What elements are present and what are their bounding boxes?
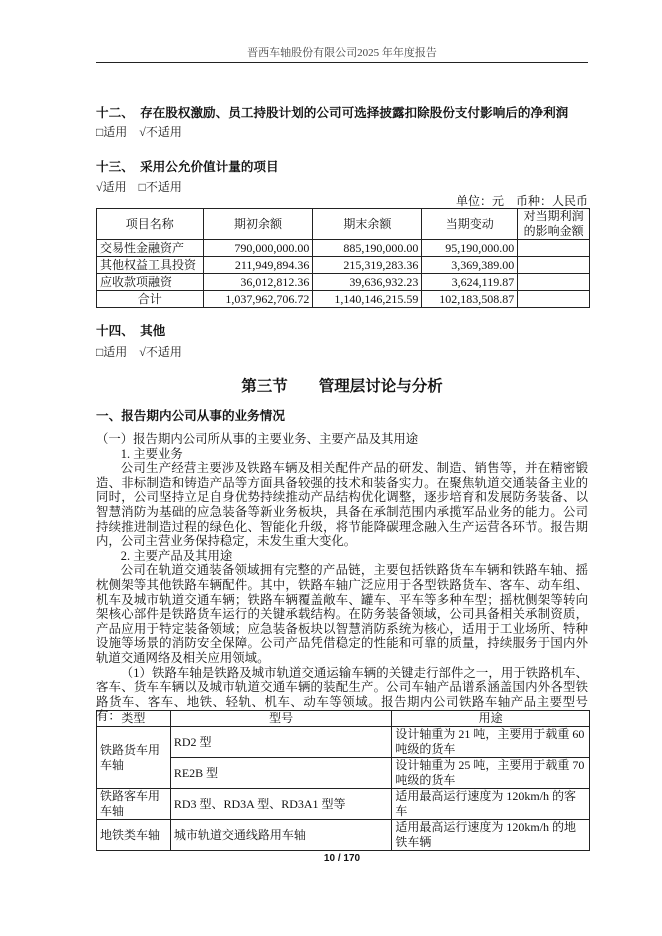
paragraph: 公司生产经营主要涉及铁路车辆及相关配件产品的研发、制造、销售等，并在精密锻造、非标制造和铸造产品等方面具备较强的技术和装备实力。在聚焦轨道交通装备主业的同时，公司坚持立足自身优势持续推动产品结构优化调整，逐步培育和发展防务装备、以智慧消防为基础的应急装备等新业务板块，具备在承制范围内承揽军品业务的能力。公司持续推进制造过程的绿色化、智能化升级，将节能降碳理念融入生产运营各环节。报告期内，公司主营业务保持稳定，未发生重大变化。: [96, 461, 588, 549]
fair-value-table: [96, 208, 590, 308]
table-row: [97, 240, 590, 257]
table-row: [97, 758, 590, 789]
section-14-options: □适用 √不适用: [96, 345, 182, 359]
section-12-heading: 十二、 存在股权激励、员工持股计划的公司可选择披露扣除股份支付影响后的净利润: [96, 106, 569, 120]
cell: 102,183,508.87: [422, 291, 518, 308]
cell: 885,190,000.00: [313, 240, 422, 257]
col-header: 期初余额: [203, 209, 313, 240]
table-row: [97, 727, 590, 758]
cell: 3,624,119.87: [422, 274, 518, 291]
section-13-options: √适用 □不适用: [96, 180, 182, 194]
cell: RD2 型: [170, 727, 392, 758]
col-header: 对当期利润的影响金额: [518, 209, 590, 240]
cell: 3,369,389.00: [422, 257, 518, 274]
body-text: [96, 432, 588, 724]
cell: 39,636,932.23: [313, 274, 422, 291]
cell: 215,319,283.36: [313, 257, 422, 274]
cell: 36,012,812.36: [203, 274, 313, 291]
cell: 适用最高运行速度为 120km/h 的客车: [392, 789, 590, 820]
cell: 地铁类车轴: [97, 820, 171, 851]
part-1-heading: 一、报告期内公司从事的业务情况: [96, 409, 285, 423]
unit-label: 单位：元 币种：人民币: [455, 194, 588, 208]
paragraph: 公司在轨道交通装备领域拥有完整的产品链，主要包括铁路货车车辆和铁路车轴、摇枕侧架等其他铁路车辆配件。其中，铁路车轴广泛应用于各型铁路货车、客车、动车组、机车及城市轨道交通车辆；铁路车辆覆盖敞车、罐车、平车等多种车型；摇枕侧架等转向架核心部件是铁路货车运行的关键承载结构。在防务装备领域，公司具备相关承制资质，产品应用于特定装备领域；应急装备板块以智慧消防系统为核心，适用于工业场所、特种设施等场景的消防安全保障。公司产品凭借稳定的性能和可靠的质量，持续服务于国内外轨道交通网络及相关应用领域。: [96, 563, 588, 665]
cell: 铁路货车用车轴: [97, 727, 171, 789]
cell: [518, 240, 590, 257]
table-row: [97, 274, 590, 291]
subheading: （一）报告期内公司所从事的主要业务、主要产品及其用途: [96, 432, 419, 446]
item-heading: 1. 主要业务: [120, 446, 183, 461]
item-heading: 2. 主要产品及其用途: [120, 548, 233, 563]
table-total-row: [97, 291, 590, 308]
col-header: 项目名称: [97, 209, 204, 240]
cell: [518, 257, 590, 274]
cell: [518, 291, 590, 308]
cell: 设计轴重为 21 吨，主要用于载重 60 吨级的货车: [392, 727, 590, 758]
cell: 211,949,894.36: [203, 257, 313, 274]
col-header: 期末余额: [313, 209, 422, 240]
cell: 适用最高运行速度为 120km/h 的地铁车辆: [392, 820, 590, 851]
cell: 合计: [97, 291, 204, 308]
chapter-title: 第三节 管理层讨论与分析: [241, 378, 443, 395]
section-14-heading: 十四、 其他: [96, 324, 166, 338]
cell: 790,000,000.00: [203, 240, 313, 257]
header-divider: [96, 62, 588, 63]
cell: 其他权益工具投资: [97, 257, 204, 274]
table-row: [97, 257, 590, 274]
cell: 铁路客车用车轴: [97, 789, 171, 820]
col-header: 用途: [392, 711, 590, 727]
cell: 1,140,146,215.59: [313, 291, 422, 308]
cell: 应收款项融资: [97, 274, 204, 291]
col-header: 类型: [97, 711, 171, 727]
running-header: 晋西车轴股份有限公司2025 年年度报告: [247, 47, 437, 59]
section-13-heading: 十三、 采用公允价值计量的项目: [96, 160, 279, 174]
cell: 设计轴重为 25 吨，主要用于载重 70 吨级的货车: [392, 758, 590, 789]
cell: 交易性金融资产: [97, 240, 204, 257]
axle-products-table: [96, 710, 590, 851]
col-header: 当期变动: [422, 209, 518, 240]
cell: 1,037,962,706.72: [203, 291, 313, 308]
cell: [518, 274, 590, 291]
cell: RE2B 型: [170, 758, 392, 789]
paragraph: （1）铁路车轴是铁路及城市轨道交通运输车辆的关键走行部件之一，用于铁路机车、客车、货车车辆以及城市轨道交通车辆的装配生产。公司车轴产品谱系涵盖国内外各型铁路货车、客车、地铁、轻轨、机车、动车等领域。报告期内公司铁路车轴产品主要型号有：: [96, 665, 588, 724]
cell: 城市轨道交通线路用车轴: [170, 820, 392, 851]
cell: RD3 型、RD3A 型、RD3A1 型等: [170, 789, 392, 820]
table-header-row: [97, 209, 590, 240]
section-12-options: □适用 √不适用: [96, 125, 182, 139]
table-header-row: [97, 711, 590, 727]
table-row: [97, 820, 590, 851]
page-number: 10 / 170: [323, 853, 361, 864]
cell: 95,190,000.00: [422, 240, 518, 257]
col-header: 型号: [170, 711, 392, 727]
table-row: [97, 789, 590, 820]
